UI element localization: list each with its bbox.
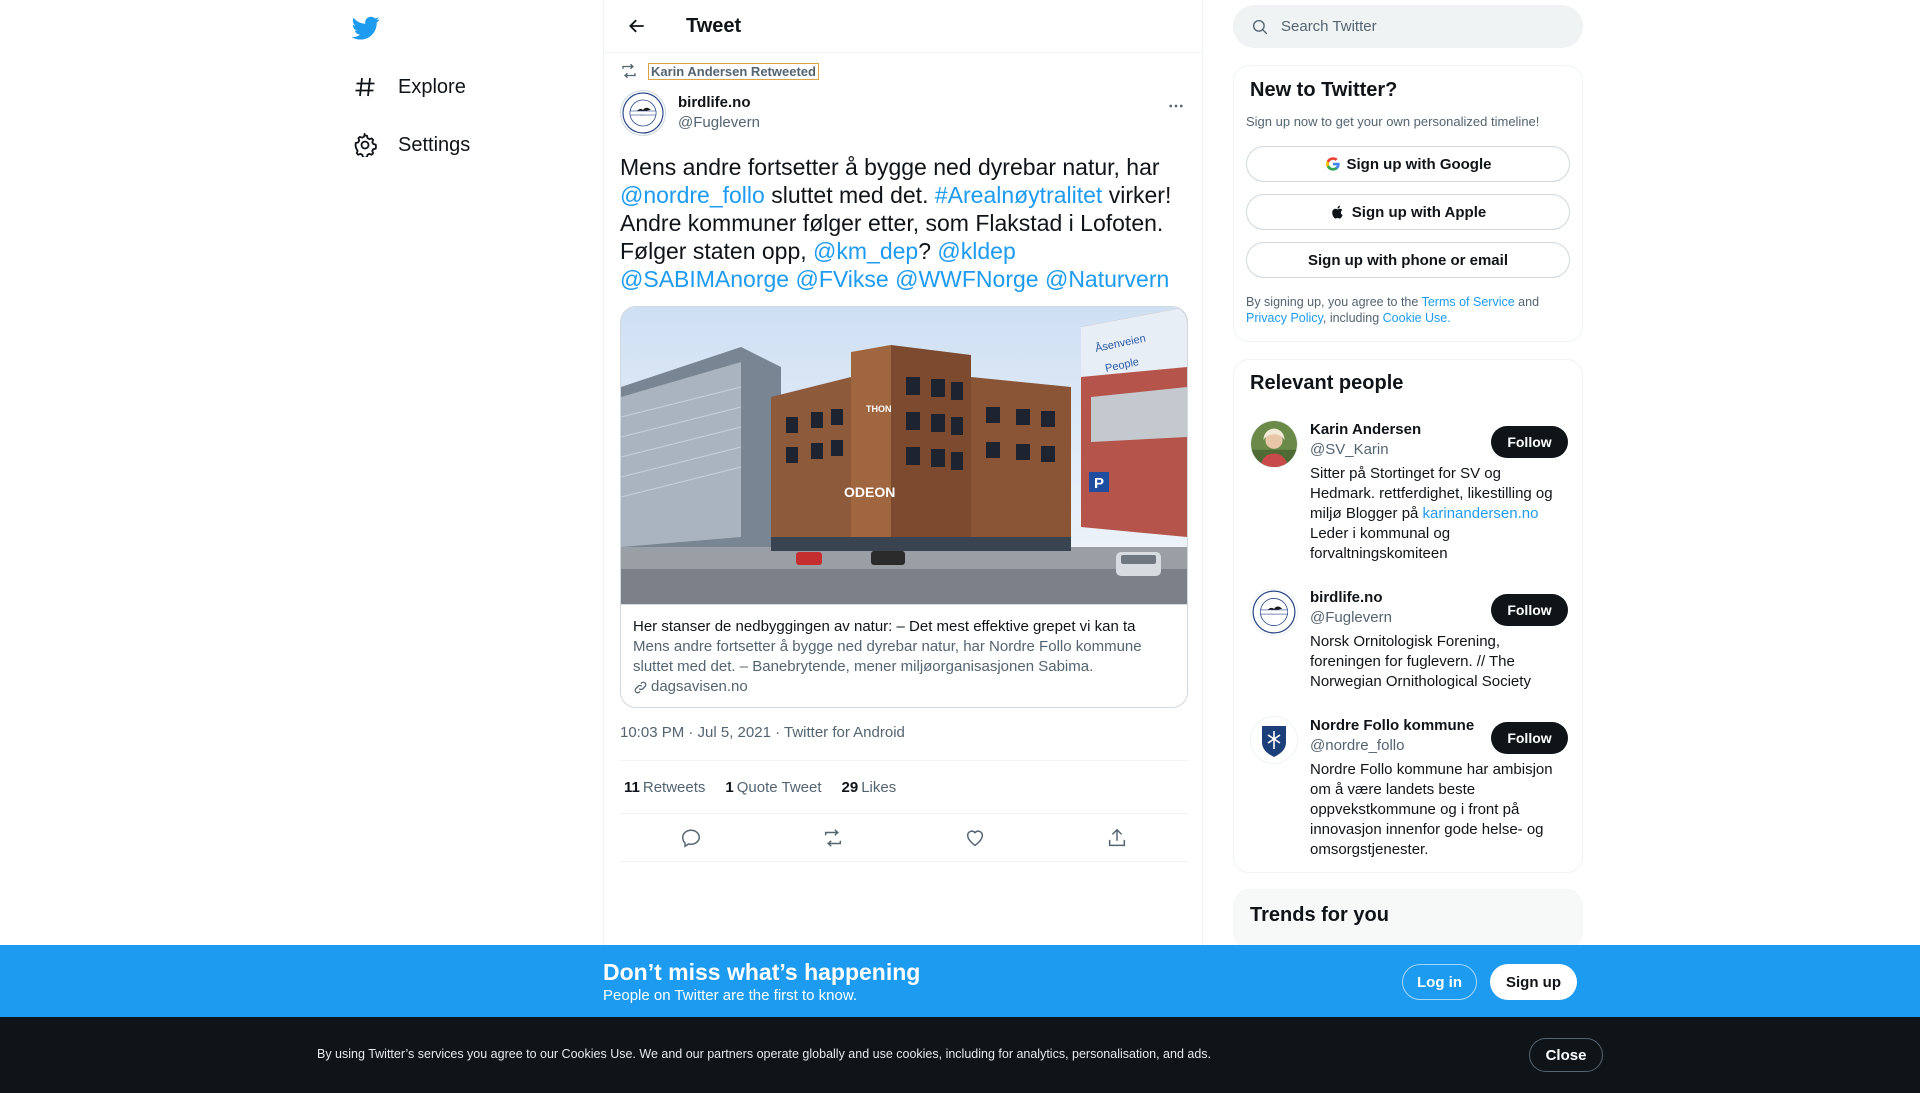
retweet-button[interactable] (816, 821, 850, 855)
retweets-count: 11 (624, 778, 640, 796)
signup-banner (0, 945, 1920, 1017)
panel-title: Relevant people (1250, 372, 1404, 394)
hashtag-link[interactable]: #Arealnøytralitet (934, 182, 1103, 208)
terms-of-service-link[interactable]: Terms of Service (1421, 295, 1515, 309)
tweet-text (620, 153, 1188, 293)
mention-link[interactable]: @WWFNorge (895, 266, 1039, 292)
signup-apple-button[interactable] (1246, 194, 1570, 230)
heart-icon (964, 827, 986, 849)
trends-panel (1233, 889, 1583, 949)
person-handle[interactable]: @Fuglevern (1310, 609, 1392, 626)
back-button[interactable] (620, 9, 654, 43)
nav-item-label: Settings (398, 133, 471, 156)
search-box[interactable] (1233, 5, 1583, 48)
retweet-icon (822, 827, 844, 849)
tweet-text-segment: sluttet med det. (764, 182, 935, 208)
search-input[interactable] (1281, 18, 1551, 35)
share-button[interactable] (1100, 821, 1134, 855)
avatar[interactable] (1250, 716, 1298, 764)
tweet-timestamp[interactable]: 10:03 PM · Jul 5, 2021 · Twitter for Android (620, 724, 905, 741)
share-icon (1106, 827, 1128, 849)
panel-title: New to Twitter? (1250, 79, 1398, 101)
tweet-column (603, 0, 1203, 1093)
card-domain-text: dagsavisen.no (651, 678, 748, 695)
nav-item-explore[interactable] (352, 65, 466, 109)
cookie-bar (0, 1017, 1920, 1093)
more-options-button[interactable] (1164, 94, 1188, 118)
signup-apple-label: Sign up with Apple (1351, 203, 1487, 221)
reply-icon (680, 827, 702, 849)
mention-link[interactable]: @nordre_follo (620, 182, 765, 208)
author-handle[interactable]: @Fuglevern (678, 114, 760, 131)
cookie-text: By using Twitter’s services you agree to our Cookies Use. We and our partners operate globally and use cookies, including for analytics, personalisation, and ads. (317, 1047, 1212, 1061)
follow-button[interactable]: Follow (1491, 594, 1568, 626)
mention-link[interactable]: @km_dep (813, 238, 919, 264)
quotes-count: 1 (725, 778, 734, 796)
apple-icon (1330, 204, 1346, 220)
signup-google-button[interactable] (1246, 146, 1570, 182)
twitter-bird-icon[interactable] (352, 14, 380, 42)
card-description: Mens andre fortsetter å bygge ned dyrebar natur, har Nordre Follo kommune sluttet med det. – Banebrytende, mener miljøorganisasjonen Sabima. (633, 638, 1142, 675)
quote-tweets-stat[interactable] (725, 779, 821, 796)
retweet-icon (620, 62, 638, 80)
sign-text: People (1104, 356, 1141, 375)
nav-item-settings[interactable] (352, 123, 470, 167)
like-button[interactable] (958, 821, 992, 855)
mention-link[interactable]: @kldep (937, 238, 1016, 264)
nav-item-label: Explore (398, 75, 466, 98)
retweets-stat[interactable] (624, 779, 705, 796)
person-handle[interactable]: @SV_Karin (1310, 441, 1389, 458)
likes-count: 29 (841, 778, 859, 796)
mention-link[interactable]: @FVikse (795, 266, 889, 292)
signup-button[interactable]: Sign up (1490, 964, 1577, 1000)
arrow-left-icon (627, 16, 647, 36)
person-name[interactable]: birdlife.no (1310, 589, 1383, 606)
link-card[interactable] (620, 306, 1188, 708)
person-bio: Norsk Ornitologisk Forening, foreningen for fuglevern. // The Norwegian Ornithological Society (1310, 633, 1531, 690)
new-to-twitter-panel (1233, 65, 1583, 342)
avatar[interactable] (620, 90, 666, 136)
legal-text-segment: and (1514, 295, 1540, 309)
sign-text: ODEON (844, 484, 896, 500)
privacy-policy-link[interactable]: Privacy Policy (1246, 311, 1323, 325)
hashtag-icon (352, 74, 378, 100)
banner-subtitle: People on Twitter are the first to know. (603, 987, 858, 1004)
avatar[interactable] (1250, 420, 1298, 468)
signup-phone-email-button[interactable]: Sign up with phone or email (1246, 242, 1570, 278)
person-name[interactable]: Nordre Follo kommune (1310, 717, 1475, 734)
page-title: Tweet (686, 14, 742, 37)
search-icon (1251, 18, 1269, 36)
legal-text (1246, 294, 1572, 326)
close-button[interactable]: Close (1529, 1038, 1603, 1072)
panel-title: Trends for you (1250, 904, 1389, 926)
signup-google-label: Sign up with Google (1346, 155, 1492, 173)
person-handle[interactable]: @nordre_follo (1310, 737, 1405, 754)
retweets-label: Retweets (642, 778, 706, 796)
panel-subtitle: Sign up now to get your own personalized timeline! (1246, 114, 1540, 129)
likes-label: Likes (861, 778, 897, 796)
tweet-text-segment: virker! Andre kommuner følger etter, som Flakstad i Lofoten. Følger staten opp, (620, 182, 1172, 264)
card-title: Her stanser de nedbyggingen av natur: – Det mest effektive grepet vi kan ta (633, 618, 1136, 635)
retweet-context (620, 62, 819, 80)
login-button[interactable]: Log in (1402, 964, 1477, 1000)
relevant-people-panel (1233, 359, 1583, 873)
card-domain (633, 677, 1175, 697)
google-icon (1325, 156, 1341, 172)
bio-link[interactable]: karinandersen.no (1422, 505, 1539, 522)
likes-stat[interactable] (842, 779, 897, 796)
tweet-author (620, 90, 1188, 136)
mention-link[interactable]: @SABIMAnorge (620, 266, 790, 292)
more-dots-icon (1167, 97, 1185, 115)
mention-link[interactable]: @Naturvern (1044, 266, 1170, 292)
follow-button[interactable]: Follow (1491, 426, 1568, 458)
sign-text: Åsenveien (1094, 332, 1147, 355)
sign-text: THON (866, 404, 892, 414)
author-name[interactable]: birdlife.no (678, 94, 751, 111)
bio-text-segment: Leder i kommunal og forvaltningskomiteen (1310, 525, 1451, 562)
avatar[interactable] (1250, 588, 1298, 636)
cookie-use-link[interactable]: Cookie Use. (1382, 311, 1451, 325)
banner-title: Don’t miss what’s happening (603, 959, 921, 985)
gear-icon (352, 132, 378, 158)
follow-button[interactable]: Follow (1491, 722, 1568, 754)
person-name[interactable]: Karin Andersen (1310, 421, 1422, 438)
person-bio (1310, 464, 1568, 564)
tweet-stats (620, 760, 1188, 814)
tweet-actions (620, 814, 1188, 862)
person-bio: Nordre Follo kommune har ambisjon om å være landets beste oppvekstkommune og i front på innovasjon innenfor gode helse- og omsorgstjenester. (1310, 761, 1553, 858)
tweet-text-segment: Mens andre fortsetter å bygge ned dyrebar natur, har (620, 154, 1160, 180)
quotes-label: Quote Tweet (736, 778, 822, 796)
card-image (621, 307, 1187, 604)
header (604, 0, 1202, 53)
link-icon (633, 680, 648, 695)
bio-text-segment: Sitter på Stortinget for SV og Hedmark. rettferdighet, likestilling og miljø Blogger på (1310, 465, 1553, 522)
reply-button[interactable] (674, 821, 708, 855)
sign-text: P (1094, 475, 1105, 492)
legal-text-segment: , including (1322, 311, 1383, 325)
card-body (621, 604, 1187, 708)
tweet-text-segment: ? (918, 238, 938, 264)
retweeted-by-link[interactable]: Karin Andersen Retweeted (648, 63, 819, 80)
legal-text-segment: By signing up, you agree to the (1246, 295, 1422, 309)
